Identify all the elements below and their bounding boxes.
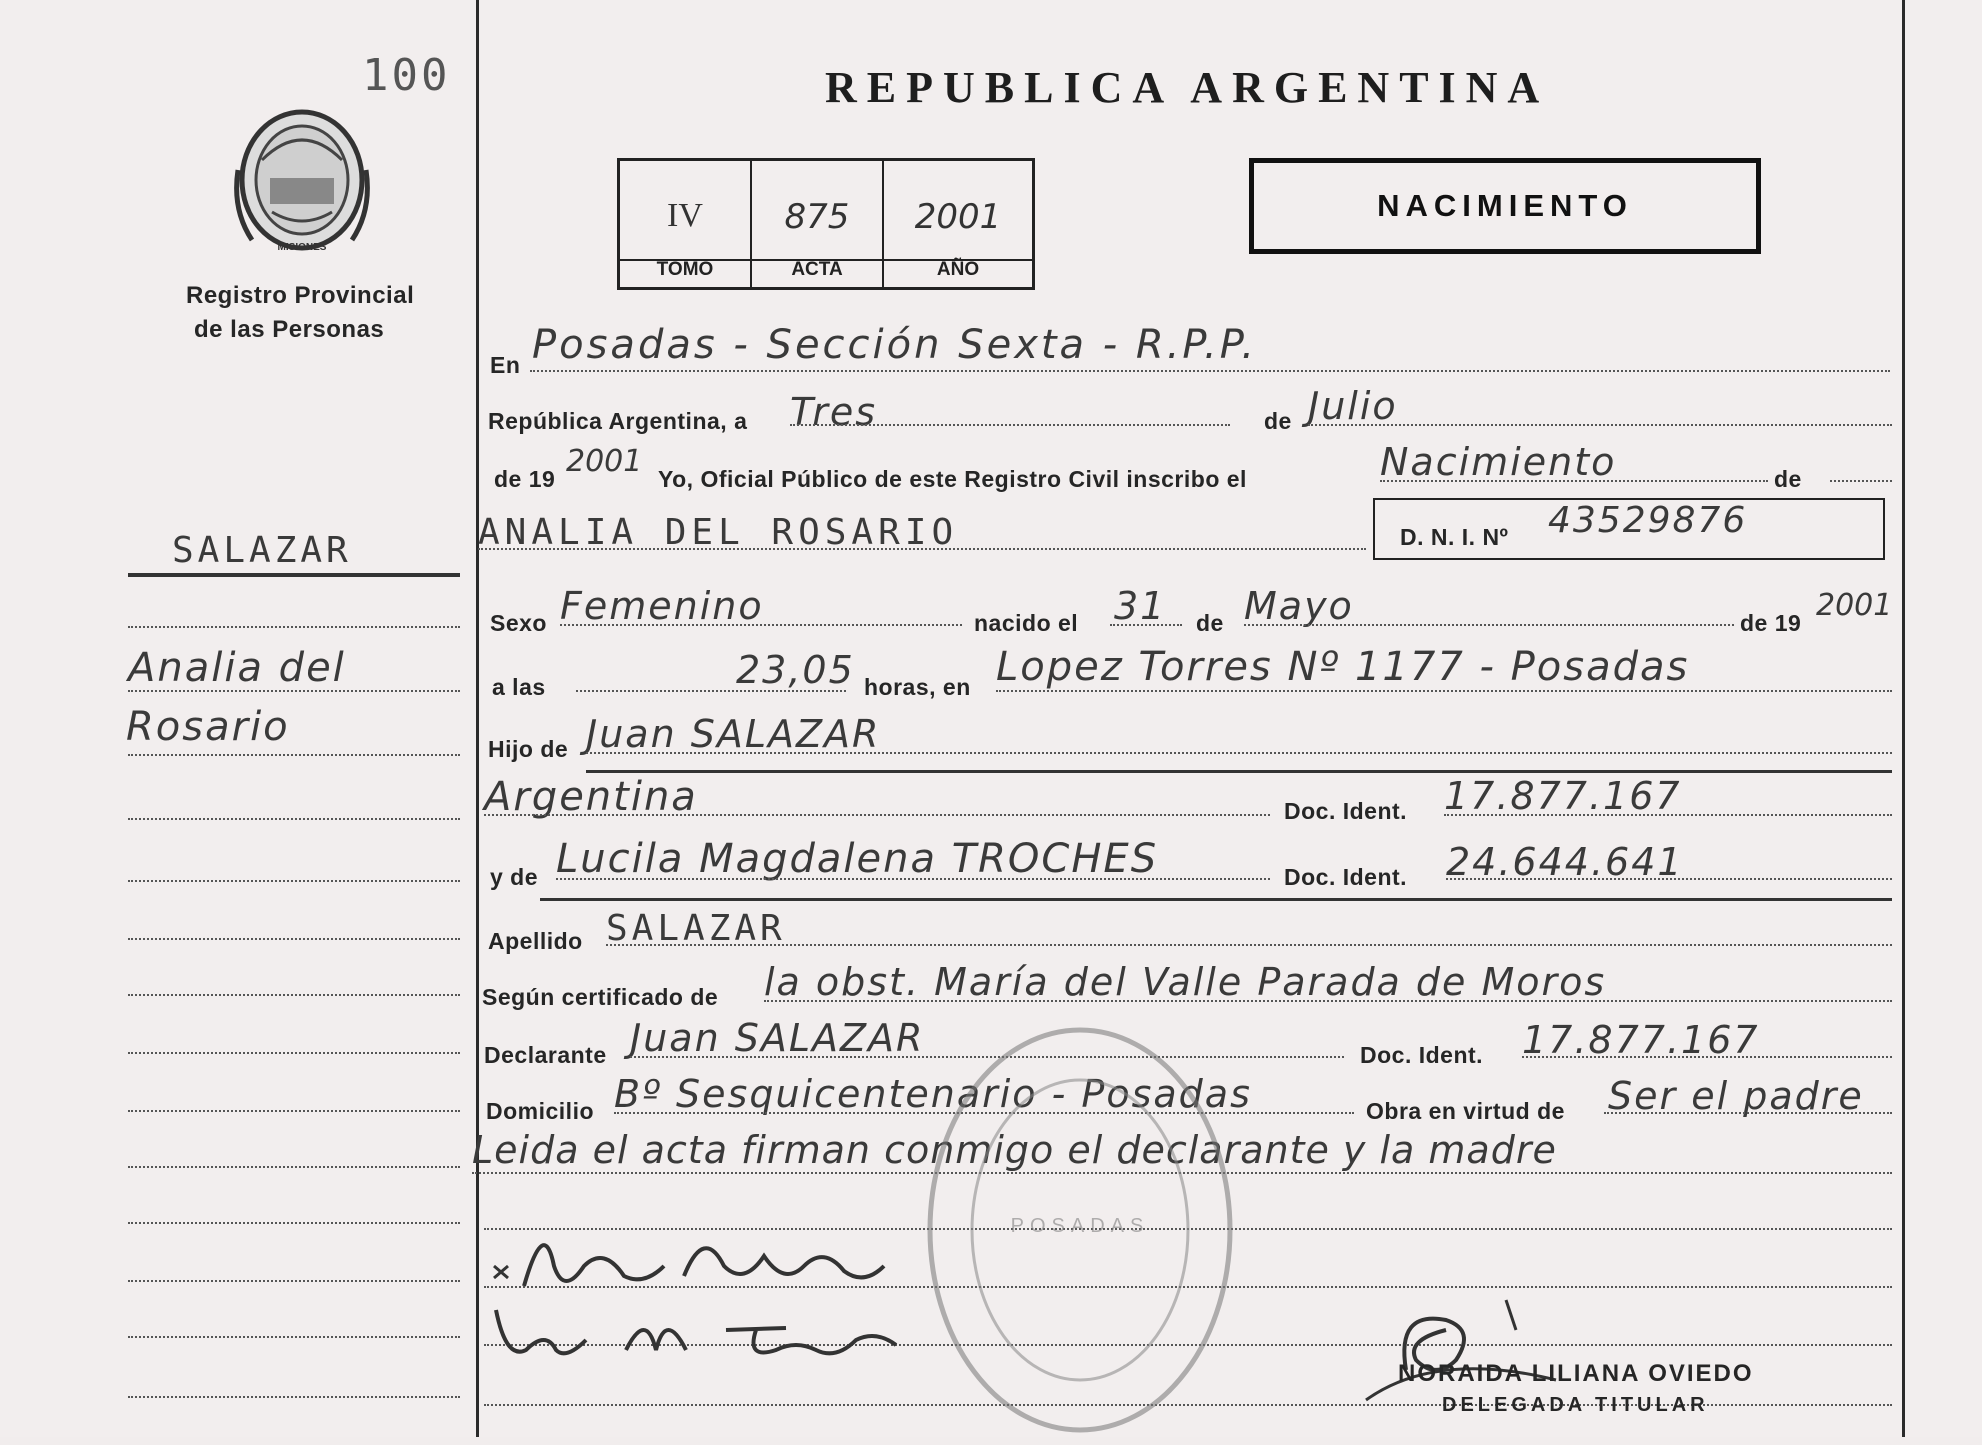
margin-dotted-line (128, 1222, 460, 1224)
a-las-label: a las (492, 674, 546, 700)
acta-label: ACTA (791, 259, 843, 280)
margin-dotted-line (128, 818, 460, 820)
domicilio-label: Domicilio (486, 1098, 595, 1124)
birth-month-value: Mayo (1244, 584, 1354, 628)
signature-father (484, 1226, 904, 1311)
declarante-doc-value: 17.877.167 (1522, 1018, 1760, 1062)
seal-text: MISIONES (277, 242, 327, 253)
obra-label: Obra en virtud de (1366, 1098, 1565, 1124)
margin-dotted-line (128, 1110, 460, 1112)
declarante-value: Juan SALAZAR (630, 1016, 925, 1060)
margin-dotted-line (128, 754, 460, 756)
mother-line (556, 878, 1270, 880)
margin-rule (128, 573, 460, 577)
margin-dotted-line (128, 626, 460, 628)
father-line (586, 752, 1892, 754)
apellido-value: SALAZAR (606, 908, 786, 949)
stamp-text: POSADAS (1010, 1215, 1150, 1237)
father-doc-value: 17.877.167 (1444, 774, 1682, 818)
margin-dotted-line (128, 1052, 460, 1054)
right-page-edge (1902, 0, 1905, 1437)
signature-mother (486, 1300, 906, 1375)
hijo-de-label: Hijo de (488, 736, 569, 762)
father-value: Juan SALAZAR (586, 712, 881, 756)
sexo-value: Femenino (560, 584, 764, 628)
ano-label: AÑO (936, 259, 980, 280)
margin-given-line2: Rosario (126, 704, 290, 750)
tomo-cell (620, 161, 752, 287)
certificado-value: la obst. María del Valle Parada de Moros (764, 960, 1607, 1004)
ano-value: 2001 (914, 197, 1002, 237)
child-name: ANALIA DEL ROSARIO (478, 512, 959, 553)
obra-line (1604, 1112, 1892, 1114)
birth-day-line (1110, 624, 1182, 626)
ano-cell (884, 161, 1032, 287)
day-value: Tres (790, 390, 878, 434)
apellido-line (606, 944, 1892, 946)
page-title: REPUBLICA ARGENTINA (825, 63, 1550, 112)
en-label: En (490, 352, 521, 378)
nacido-label: nacido el (974, 610, 1079, 636)
doc-ident-label-3: Doc. Ident. (1360, 1042, 1484, 1068)
horas-en-label: horas, en (864, 674, 971, 700)
margin-dotted-line (128, 690, 460, 692)
domicilio-value: Bº Sesquicentenario - Posadas (614, 1072, 1252, 1116)
month-line (1308, 424, 1892, 426)
birth-day-value: 31 (1114, 584, 1167, 628)
de-label: de (1264, 408, 1292, 434)
act-line (1380, 480, 1768, 482)
birth-month-line (1244, 624, 1734, 626)
doc-ident-label-2: Doc. Ident. (1284, 864, 1408, 890)
margin-dotted-line (128, 938, 460, 940)
registration-box (617, 158, 1035, 290)
obra-value: Ser el padre (1608, 1074, 1864, 1118)
place-line (530, 370, 1890, 372)
closing-statement: Leida el acta firman conmigo el declarante y la madre (472, 1128, 1557, 1172)
day-line (790, 424, 1230, 426)
father-doc-line (1444, 814, 1892, 816)
year-value: 2001 (566, 444, 643, 479)
official-title: DELEGADA TITULAR (1442, 1394, 1709, 1416)
dni-label: D. N. I. Nº (1400, 524, 1509, 550)
provincial-seal-icon (232, 100, 372, 263)
certificado-line (764, 1000, 1892, 1002)
apellido-label: Apellido (488, 928, 583, 954)
tomo-value: IV (667, 197, 703, 234)
father-nationality-value: Argentina (484, 774, 698, 820)
mother-doc-line (1446, 878, 1892, 880)
folio-number: 100 (362, 50, 451, 101)
doc-ident-label: Doc. Ident. (1284, 798, 1408, 824)
birth-year-value: 2001 (1816, 588, 1893, 623)
act-value: Nacimiento (1380, 440, 1617, 484)
sexo-line (560, 624, 962, 626)
de-label-2: de (1774, 466, 1802, 492)
birth-place-value: Lopez Torres Nº 1177 - Posadas (996, 644, 1690, 690)
y-de-label: y de (490, 864, 539, 890)
de-line (1830, 480, 1892, 482)
margin-dotted-line (128, 1396, 460, 1398)
dni-value: 43529876 (1548, 500, 1748, 541)
mother-doc-value: 24.644.641 (1446, 840, 1684, 884)
margin-dotted-line (128, 880, 460, 882)
birth-time-value: 23,05 (736, 648, 855, 692)
inscribo-label: Yo, Oficial Público de este Registro Civil inscribo el (658, 466, 1247, 492)
declarante-label: Declarante (484, 1042, 607, 1068)
de-label-3: de (1196, 610, 1224, 636)
declarante-doc-line (1522, 1056, 1892, 1058)
child-name-line (478, 548, 1366, 550)
de19-label: de 19 (1740, 610, 1802, 636)
acta-cell (752, 161, 884, 287)
place-value: Posadas - Sección Sexta - R.P.P. (532, 322, 1258, 368)
official-stamp-icon (920, 1020, 1240, 1445)
margin-dotted-line (128, 994, 460, 996)
official-name: NORAIDA LILIANA OVIEDO (1398, 1360, 1754, 1387)
mother-rule (540, 898, 1892, 901)
mother-value: Lucila Magdalena TROCHES (556, 836, 1159, 882)
year-prefix-label: de 19 (494, 466, 556, 492)
certificado-label: Según certificado de (482, 984, 719, 1010)
birth-place-line (996, 690, 1892, 692)
nationality-line (484, 814, 1270, 816)
registry-name-line1: Registro Provincial (186, 282, 415, 309)
margin-given-line1: Analia del (128, 645, 346, 691)
month-value: Julio (1308, 384, 1398, 428)
republica-label: República Argentina, a (488, 408, 748, 434)
acta-value: 875 (784, 197, 850, 237)
registry-name-line2: de las Personas (194, 316, 385, 343)
father-rule (586, 770, 1892, 773)
tomo-label: TOMO (656, 259, 714, 280)
margin-dotted-line (128, 1280, 460, 1282)
margin-dotted-line (128, 1336, 460, 1338)
record-type-box: NACIMIENTO (1249, 158, 1761, 254)
left-column-divider (476, 0, 479, 1437)
margin-surname: SALAZAR (172, 530, 352, 571)
sexo-label: Sexo (490, 610, 547, 636)
margin-dotted-line (128, 1166, 460, 1168)
